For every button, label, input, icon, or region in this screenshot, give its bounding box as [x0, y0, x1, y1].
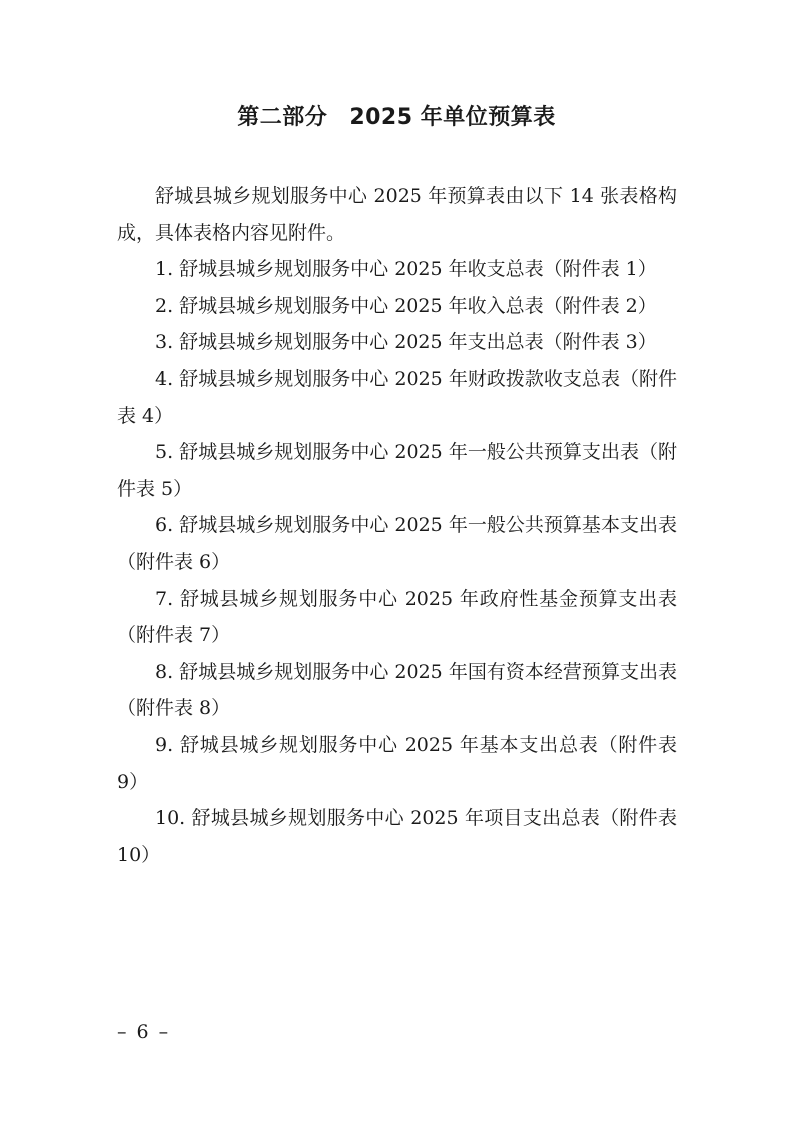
list-item: 3. 舒城县城乡规划服务中心 2025 年支出总表（附件表 3） [155, 331, 657, 354]
list-item: 1. 舒城县城乡规划服务中心 2025 年收支总表（附件表 1） [155, 258, 657, 281]
document-body [117, 178, 677, 873]
list-item: 6. 舒城县城乡规划服务中心 2025 年一般公共预算基本支出表（附件表 6） [117, 514, 677, 573]
title-part: 第二部分 [237, 105, 328, 130]
list-item: 5. 舒城县城乡规划服务中心 2025 年一般公共预算支出表（附件表 5） [117, 441, 677, 500]
list-item: 9. 舒城县城乡规划服务中心 2025 年基本支出总表（附件表 9） [117, 733, 677, 793]
page-title [0, 102, 793, 134]
title-text: 2025 年单位预算表 [349, 105, 556, 130]
list-item: 4. 舒城县城乡规划服务中心 2025 年财政拨款收支总表（附件表 4） [117, 367, 677, 427]
list-item: 2. 舒城县城乡规划服务中心 2025 年收入总表（附件表 2） [155, 294, 657, 317]
list-item: 10. 舒城县城乡规划服务中心 2025 年项目支出总表（附件表 10） [117, 807, 677, 866]
list-item: 7. 舒城县城乡规划服务中心 2025 年政府性基金预算支出表（附件表 7） [117, 587, 677, 647]
list-item: 8. 舒城县城乡规划服务中心 2025 年国有资本经营预算支出表（附件表 8） [117, 660, 677, 720]
page-number: – 6 – [117, 1021, 171, 1043]
intro-paragraph: 舒城县城乡规划服务中心 2025 年预算表由以下 14 张表格构成，具体表格内容见附件。 [117, 185, 677, 244]
